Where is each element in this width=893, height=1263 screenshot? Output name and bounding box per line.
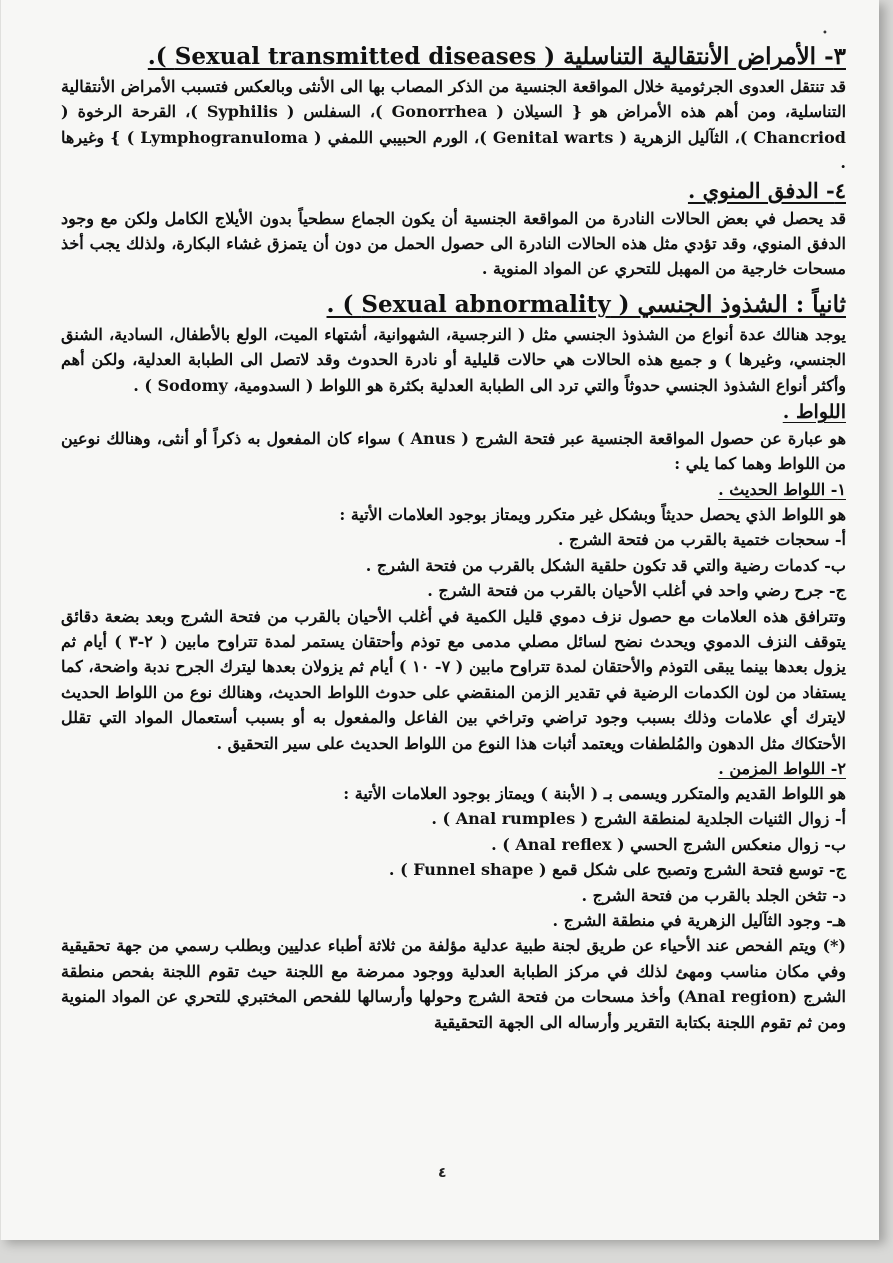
paragraph-chronic-intro: هو اللواط القديم والمتكرر ويسمى بـ ( الأبنة ) ويمتاز بوجود العلامات الأتية : xyxy=(343,783,846,803)
heading-sexual-transmitted-diseases: ٣- الأمراض الأنتقالية التناسلية ( Sexual transmitted diseases ). xyxy=(147,43,846,70)
paragraph-seminal-discharge: قد يحصل في بعض الحالات النادرة من المواقعة الجنسية أن يكون الجماع سطحياً بدون الأيلاج الكامل ولكن مع وجود الدفق المنوي، وقد تؤدي مثل هذه الحالات النادرة الى حصول الحمل من دون أن يتمزق غشاء البكارة، ولذلك يجب أخذ مسحات خارجية من المهبل للتحري عن المواد المنوية . xyxy=(61,208,846,279)
list-item: أ- سحجات ختمية بالقرب من فتحة الشرج . xyxy=(557,530,846,550)
heading-chronic-sodomy: ٢- اللواط المزمن . xyxy=(718,758,846,778)
paragraph-sexual-abnormality: يوجد هنالك عدة أنواع من الشذوذ الجنسي مثل ( النرجسية، الشهوانية، أشتهاء الميت، الولع بالأطفال، السادية، الشنق الجنسي، وغيرها ) و جميع هذه الحالات هي حالات قليلية أو نادرة الحدوث وقد لاتصل الى الطبابة العدلية، ولكن أهم وأكثر أنواع الشذوذ الجنسي حدوثاً والتي ترد الى الطبابة العدلية بكثرة هو اللواط ( السدومية، Sodomy ) . xyxy=(61,324,846,395)
heading-sodomy: اللواط . xyxy=(782,401,846,424)
paragraph-recent-details: وتترافق هذه العلامات مع حصول نزف دموي قليل الكمية في أغلب الأحيان بالقرب من فتحة الشرج وبعد بضعة دقائق يتوقف النزف الدموي ويحدث نضح لسائل مصلي مدمى مع توذم وأحتقان يستمر لمدة تتراوح مابين ( ٢-٣ ) أيام ثم يزول بعدها بينما يبقى التوذم والأحتقان لمدة تتراوح مابين ( ٧- ١٠ ) أيام ثم يزولان بعدها ليترك الجرح ندبة واضحة، كما يستفاد من لون الكدمات الرضية في تقدير الزمن المنقضي على حدوث اللواط الحديث، وهنالك نوع من اللواط الحديث لايترك أي علامات وذلك بسبب وجود تراضي وتراخي بين الفاعل والمفعول به أو بسبب أستعمال المواد التي تقلل الأحتكاك مثل الدهون والمُلطفات ويعتمد أثبات هذا النوع من اللواط الحديث على سير التحقيق . xyxy=(61,606,847,753)
list-item: ب- كدمات رضية والتي قد تكون حلقية الشكل بالقرب من فتحة الشرج . xyxy=(365,555,846,575)
list-item: ج- توسع فتحة الشرج وتصبح على شكل قمع ( Funnel shape ) . xyxy=(388,860,846,880)
list-item: ب- زوال منعكس الشرج الحسي ( Anal reflex ) . xyxy=(491,834,846,854)
paragraph-sodomy: هو عبارة عن حصول المواقعة الجنسية عبر فتحة الشرج ( Anus ) سواء كان المفعول به ذكراً أو أنثى، وهنالك نوعين من اللواط وهما كما يلي : xyxy=(61,429,847,474)
paragraph-recent-intro: هو اللواط الذي يحصل حديثاً وبشكل غير متكرر ويمتاز بوجود العلامات الأتية : xyxy=(339,504,846,524)
list-item: أ- زوال الثنيات الجلدية لمنطقة الشرج ( Anal rumples ) . xyxy=(431,809,846,829)
paragraph-examination: (*) ويتم الفحص عند الأحياء عن طريق لجنة طبية عدلية مؤلفة من ثلاثة أطباء عدليين وبطلب رسمي من جهة تحقيقية وفي مكان مناسب ومهئ لذلك في مركز الطبابة العدلية ووجود ممرضة مع اللجنة حيث تقوم اللجنة بفحص منطقة الشرج (Anal region) وأخذ مسحات من فتحة الشرج وحولها وأرسالها للفحص المختبري للتحري عن المواد المنوية ومن ثم تقوم اللجنة بكتابة التقرير وأرساله الى الجهة التحقيقية xyxy=(61,936,847,1032)
list-item: هـ- وجود الثآليل الزهرية في منطقة الشرج . xyxy=(552,910,846,930)
list-item: د- تثخن الجلد بالقرب من فتحة الشرج . xyxy=(581,885,846,905)
heading-sexual-abnormality: ثانياً : الشذوذ الجنسي ( Sexual abnormality ) . xyxy=(326,290,846,318)
heading-recent-sodomy: ١- اللواط الحديث . xyxy=(718,479,846,499)
corner-mark: • xyxy=(822,28,828,39)
paragraph-std: قد تنتقل العدوى الجرثومية خلال المواقعة الجنسية من الذكر المصاب بها الى الأنثى وبالعكس فتسبب الأمراض الأنتقالية التناسلية، ومن أهم هذه الأمراض هو { السيلان ( Gonorrhea )، السفلس ( Syphilis )، القرحة الرخوة ( Chancriod )، الثآليل الزهرية ( Genital warts )، الورم الحبيبي اللمفي ( Lymphogranuloma ) } وغيرها . xyxy=(61,77,847,173)
page-content xyxy=(61,40,846,1035)
list-item: ج- جرح رضي واحد في أغلب الأحيان بالقرب من فتحة الشرج . xyxy=(427,581,846,601)
page-number: ٤ xyxy=(438,1165,447,1181)
heading-seminal-discharge: ٤- الدفق المنوي . xyxy=(687,177,846,203)
